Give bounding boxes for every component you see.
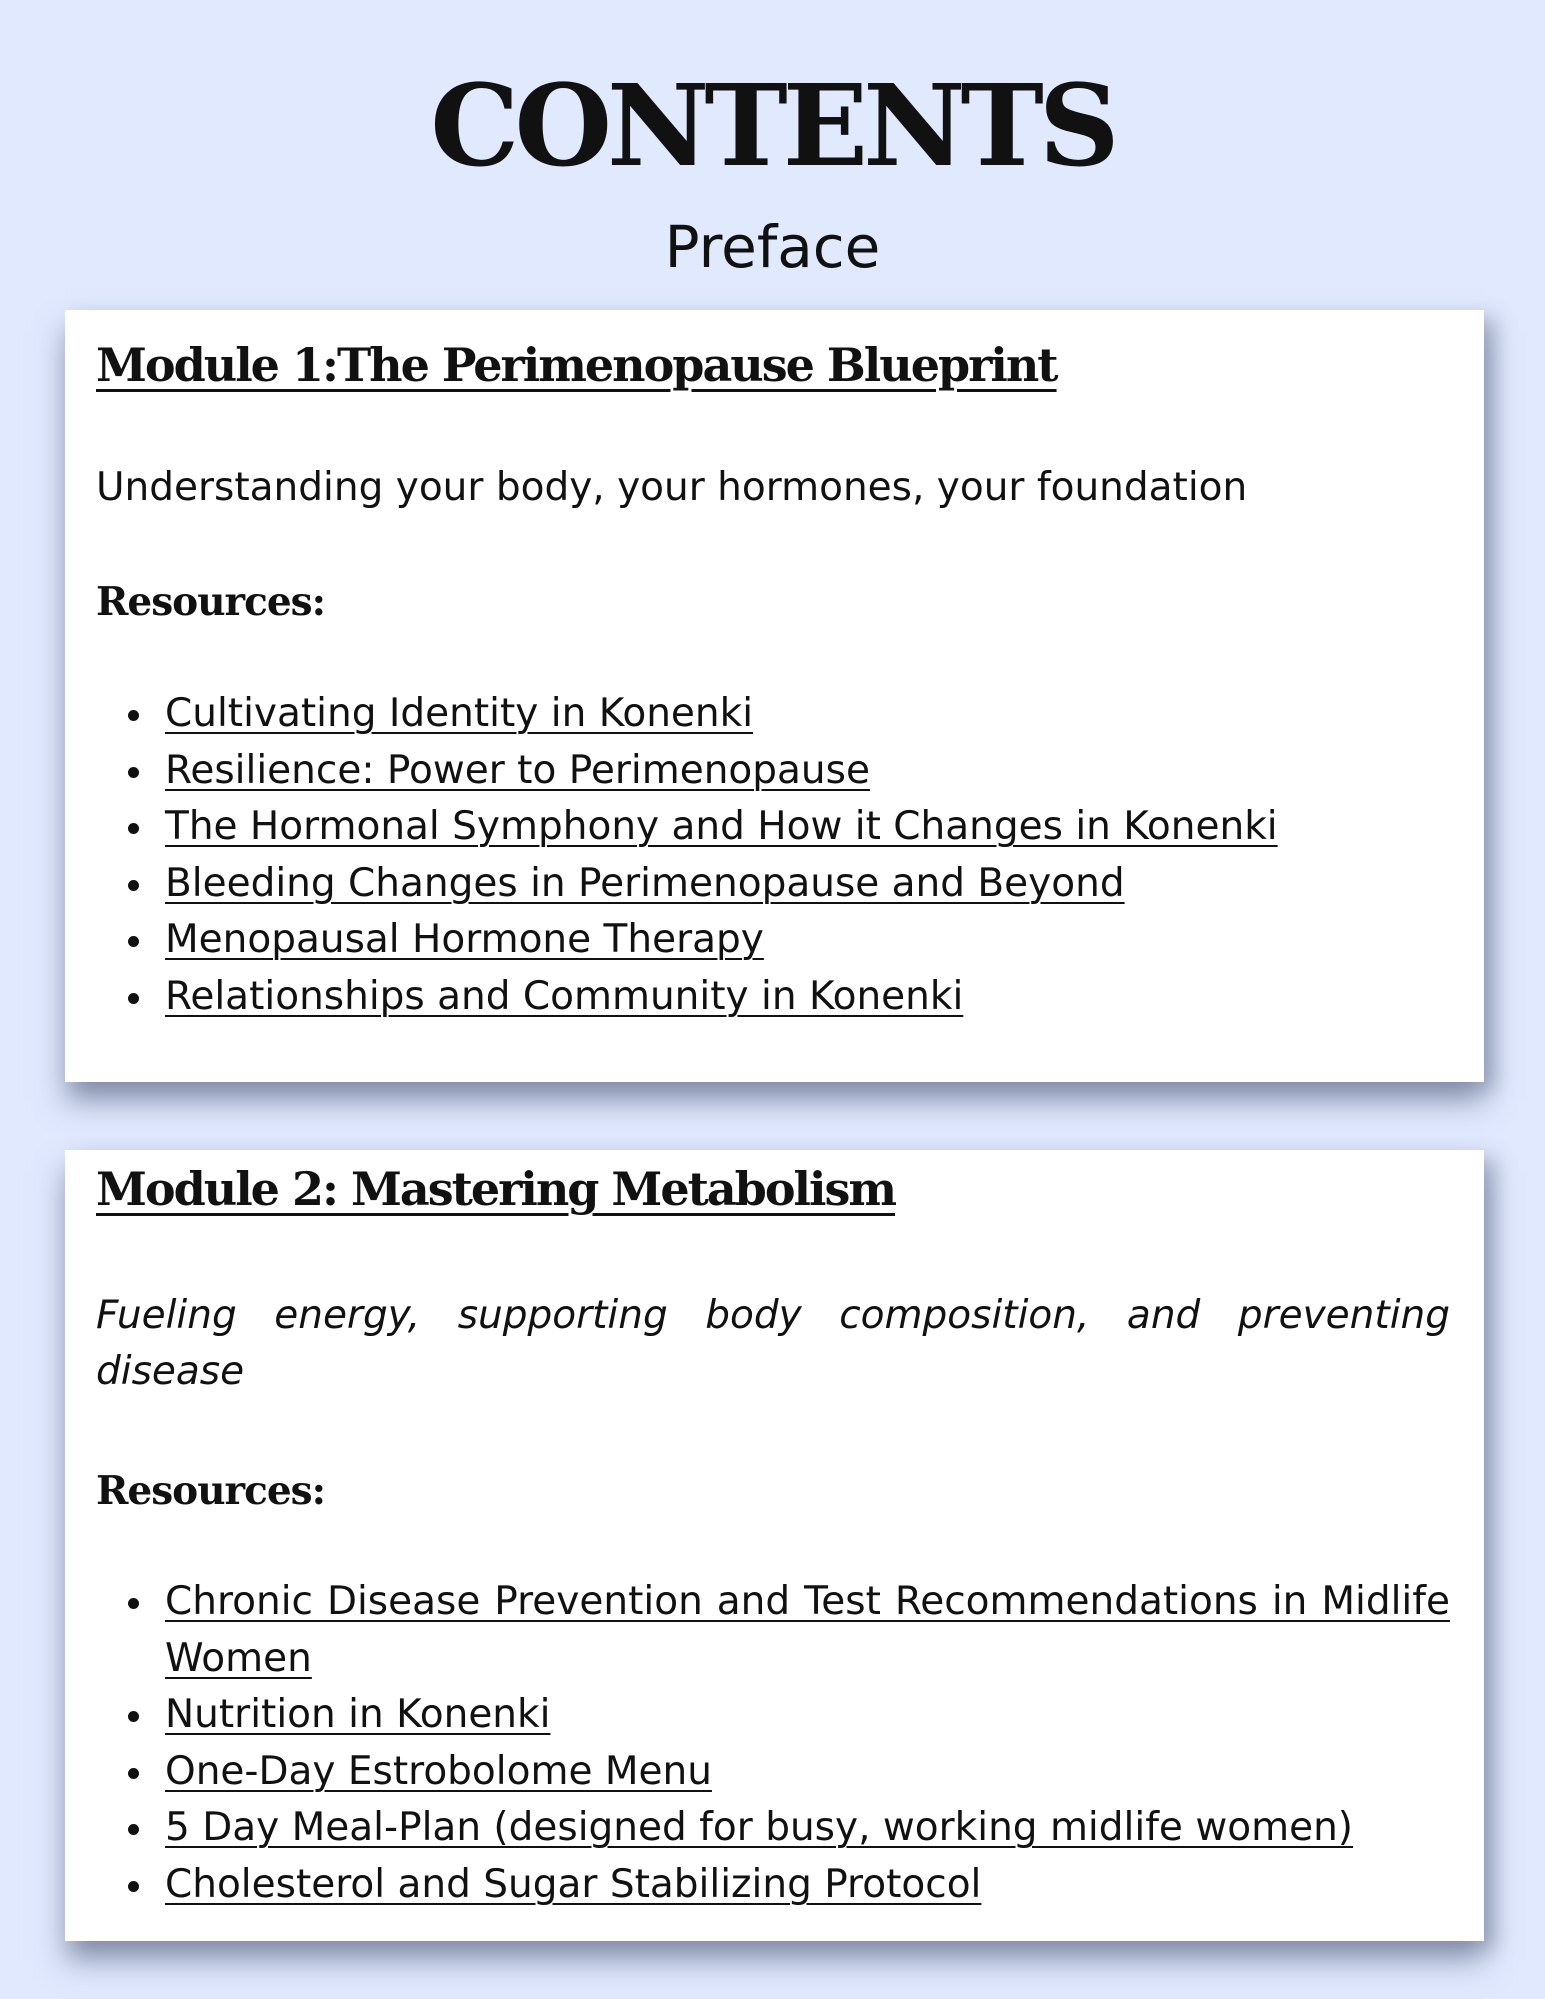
list-item: [96, 856, 1450, 913]
bullet-icon: [128, 710, 139, 721]
list-item: [96, 1744, 1450, 1801]
bullet-icon: [128, 1824, 139, 1835]
module-1-title[interactable]: Module 1:The Perimenopause Blueprint: [96, 338, 1057, 392]
preface-link[interactable]: Preface: [664, 213, 881, 281]
list-item: [96, 1687, 1450, 1744]
module-1-resources-label: Resources:: [96, 579, 326, 625]
module-2-resources-label: Resources:: [96, 1468, 326, 1514]
module-2-description: Fueling energy, supporting body composition, and preventing disease: [96, 1293, 1450, 1394]
bullet-icon: [128, 993, 139, 1004]
list-item: [96, 912, 1450, 969]
module-1-resource-list: [96, 686, 1450, 1026]
list-item: [96, 1574, 1450, 1687]
bullet-icon: [128, 880, 139, 891]
bullet-icon: [128, 823, 139, 834]
bullet-icon: [128, 1598, 139, 1609]
bullet-icon: [128, 1711, 139, 1722]
list-item: [96, 1800, 1450, 1857]
bullet-icon: [128, 767, 139, 778]
resource-link[interactable]: Menopausal Hormone Therapy: [165, 917, 764, 963]
list-item: [96, 969, 1450, 1026]
resource-link[interactable]: Resilience: Power to Perimenopause: [165, 747, 870, 793]
resource-link[interactable]: Cultivating Identity in Konenki: [165, 691, 754, 736]
bullet-icon: [128, 936, 139, 947]
module-2-card: [65, 1150, 1484, 1941]
resource-link[interactable]: Cholesterol and Sugar Stabilizing Protocol: [165, 1861, 982, 1907]
module-1-card: [65, 310, 1484, 1082]
resource-link[interactable]: 5 Day Meal-Plan (designed for busy, working midlife women): [165, 1805, 1353, 1851]
resource-link[interactable]: Bleeding Changes in Perimenopause and Beyond: [165, 860, 1125, 906]
module-1-description: Understanding your body, your hormones, your foundation: [96, 465, 1248, 510]
module-2-resource-list: [96, 1574, 1450, 1914]
resource-link[interactable]: Relationships and Community in Konenki: [165, 973, 964, 1019]
resource-link[interactable]: Chronic Disease Prevention and Test Recommendations in Midlife Women: [165, 1579, 1450, 1681]
resource-link[interactable]: Nutrition in Konenki: [165, 1692, 551, 1738]
bullet-icon: [128, 1768, 139, 1779]
list-item: [96, 799, 1450, 856]
list-item: [96, 686, 1450, 743]
bullet-icon: [128, 1881, 139, 1892]
list-item: [96, 1857, 1450, 1914]
resource-link[interactable]: The Hormonal Symphony and How it Changes in Konenki: [165, 804, 1278, 850]
module-2-title[interactable]: Module 2: Mastering Metabolism: [96, 1162, 896, 1216]
list-item: [96, 743, 1450, 800]
resource-link[interactable]: One-Day Estrobolome Menu: [165, 1748, 712, 1794]
contents-title: CONTENTS: [430, 61, 1115, 192]
